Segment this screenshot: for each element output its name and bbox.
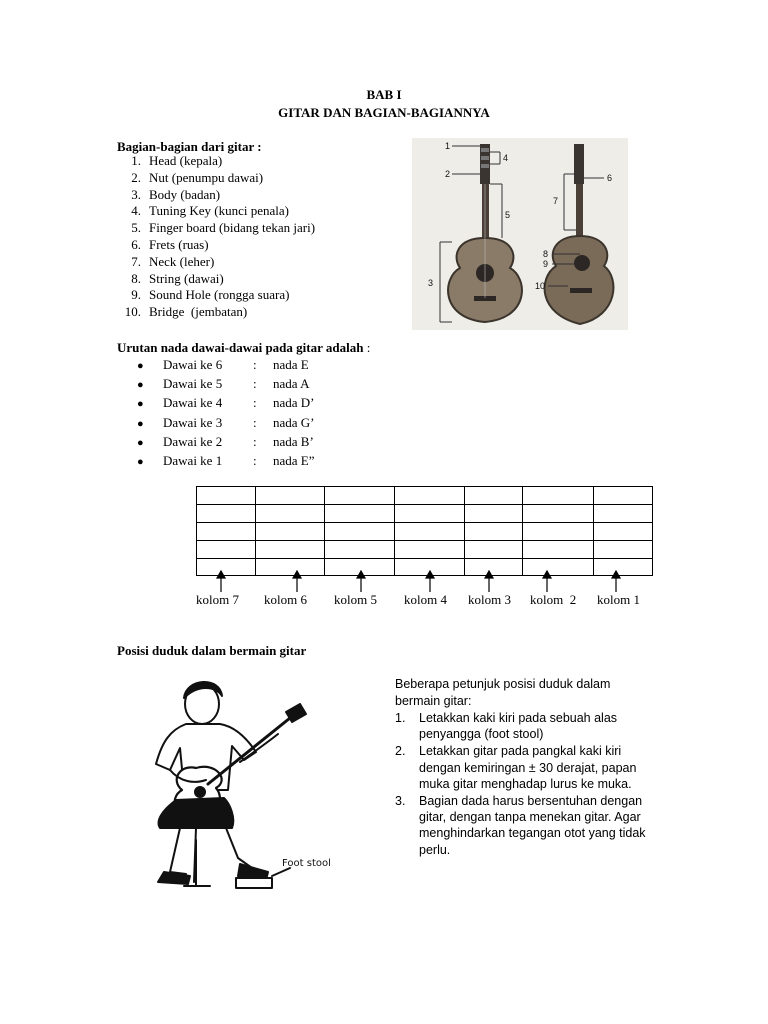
string-separator: : (253, 433, 257, 449)
parts-item-number: 9. (131, 287, 141, 303)
parts-list-item (115, 254, 315, 271)
string-note: nada G’ (273, 414, 315, 430)
string-note: nada E” (273, 452, 315, 468)
callout-4: 4 (503, 153, 509, 163)
string-label: Dawai ke 5 (163, 376, 223, 392)
parts-list-item (115, 153, 315, 170)
parts-item-text: Finger board (bidang tekan jari) (149, 220, 316, 236)
guitarist-illustration (140, 672, 340, 902)
string-label: Dawai ke 1 (163, 452, 223, 468)
posture-tips-list (395, 710, 657, 859)
parts-list-item (115, 170, 315, 187)
parts-list-item (115, 187, 315, 204)
string-tuning-item (137, 374, 315, 393)
seated-guitarist-icon (140, 672, 340, 902)
parts-list-item (115, 304, 315, 321)
parts-list-item (115, 203, 315, 220)
string-label: Dawai ke 4 (163, 395, 223, 411)
callout-2: 2 (445, 169, 451, 179)
page-title: GITAR DAN BAGIAN-BAGIANNYA (278, 105, 490, 120)
guitar-parts-diagram (412, 138, 628, 330)
string-note: nada D’ (273, 395, 315, 411)
string-tuning-item (137, 413, 315, 432)
bullet-icon: ● (137, 436, 144, 449)
parts-item-text: Tuning Key (kunci penala) (149, 203, 289, 219)
parts-item-number: 4. (131, 203, 141, 219)
parts-item-number: 7. (131, 253, 141, 269)
callout-3: 3 (428, 278, 434, 288)
posture-tip-text: Letakkan gitar pada pangkal kaki kiri dengan kemiringan ± 30 derajat, papan muka gitar menghadap lurus ke muka. (419, 744, 637, 791)
callout-1: 1 (445, 141, 451, 151)
parts-item-text: Neck (leher) (149, 253, 215, 269)
guitar-front-icon (448, 144, 522, 322)
string-label: Dawai ke 2 (163, 433, 223, 449)
column-label-6: kolom 6 (264, 592, 307, 607)
posture-tip-item (395, 743, 657, 792)
column-label-1: kolom 1 (597, 592, 640, 607)
string-tuning-item (137, 393, 315, 412)
string-label: Dawai ke 6 (163, 357, 223, 372)
posture-intro: Beberapa petunjuk posisi duduk dalam bermain gitar: (395, 677, 611, 708)
bullet-icon: ● (137, 379, 144, 392)
string-note: nada E (273, 357, 309, 372)
string-note: nada A (273, 376, 310, 392)
bullet-icon: ● (137, 360, 144, 372)
column-label-2: kolom 2 (530, 592, 577, 607)
parts-item-number: 1. (131, 153, 141, 168)
string-separator: : (253, 395, 257, 411)
parts-item-number: 2. (131, 169, 141, 185)
string-separator: : (253, 376, 257, 392)
bullet-icon: ● (137, 398, 144, 411)
callout-8: 8 (543, 249, 549, 259)
parts-item-number: 3. (131, 186, 141, 202)
column-label-5: kolom 5 (334, 592, 377, 607)
strings-heading-text: Urutan nada dawai-dawai pada gitar adalah (117, 340, 364, 355)
chapter-label: BAB I (366, 87, 402, 102)
parts-list-item (115, 220, 315, 237)
callout-10: 10 (535, 281, 546, 291)
fretboard-grid (196, 486, 654, 578)
parts-list-item (115, 271, 315, 288)
string-tuning-item (137, 355, 315, 374)
column-label-3: kolom 3 (468, 592, 511, 607)
posture-tip-number: 3. (395, 794, 406, 809)
parts-item-text: Head (kepala) (149, 153, 223, 168)
column-label-7: kolom 7 (196, 592, 239, 607)
callout-5: 5 (505, 210, 511, 220)
strings-list (137, 355, 315, 470)
parts-item-text: Body (badan) (149, 186, 221, 202)
foot-stool-label: Foot stool (282, 858, 331, 869)
parts-item-text: Nut (penumpu dawai) (149, 169, 264, 185)
parts-item-number: 6. (131, 236, 141, 252)
string-tuning-item (137, 432, 315, 451)
posture-heading: Posisi duduk dalam bermain gitar (117, 643, 307, 658)
string-separator: : (253, 357, 257, 372)
string-note: nada B’ (273, 433, 314, 449)
string-separator: : (253, 452, 257, 468)
bullet-icon: ● (137, 417, 144, 430)
guitar-diagram-svg (412, 138, 628, 330)
string-label: Dawai ke 3 (163, 414, 223, 430)
parts-item-text: Frets (ruas) (149, 236, 209, 252)
posture-tip-text: Bagian dada harus bersentuhan dengan gitar, dengan tanpa menekan gitar. Agar menghindarkan tegangan otot yang tidak perlu. (419, 794, 646, 857)
parts-list (115, 153, 315, 321)
string-tuning-item (137, 451, 315, 470)
parts-item-text: Sound Hole (rongga suara) (149, 287, 290, 303)
posture-tip-item (395, 793, 657, 858)
strings-heading (117, 340, 370, 356)
parts-list-item (115, 287, 315, 304)
posture-tip-number: 1. (395, 711, 406, 725)
posture-tip-item (395, 710, 657, 742)
parts-list-item (115, 237, 315, 254)
bullet-icon: ● (137, 455, 144, 468)
column-label-4: kolom 4 (404, 592, 447, 607)
parts-item-number: 5. (131, 220, 141, 236)
callout-6: 6 (607, 173, 613, 183)
parts-item-number: 8. (131, 270, 141, 286)
callout-9: 9 (543, 259, 549, 269)
column-arrows (196, 570, 654, 594)
parts-item-text: Bridge (jembatan) (149, 304, 248, 320)
guitar-angle-icon (545, 144, 614, 324)
string-separator: : (253, 414, 257, 430)
posture-tip-number: 2. (395, 744, 406, 759)
posture-tip-text: Letakkan kaki kiri pada sebuah alas penyangga (foot stool) (419, 711, 618, 742)
strings-heading-suffix: : (363, 340, 371, 355)
parts-item-number: 10. (124, 304, 141, 320)
parts-heading: Bagian-bagian dari gitar : (117, 139, 262, 154)
parts-item-text: String (dawai) (149, 270, 224, 286)
callout-7: 7 (553, 196, 559, 206)
